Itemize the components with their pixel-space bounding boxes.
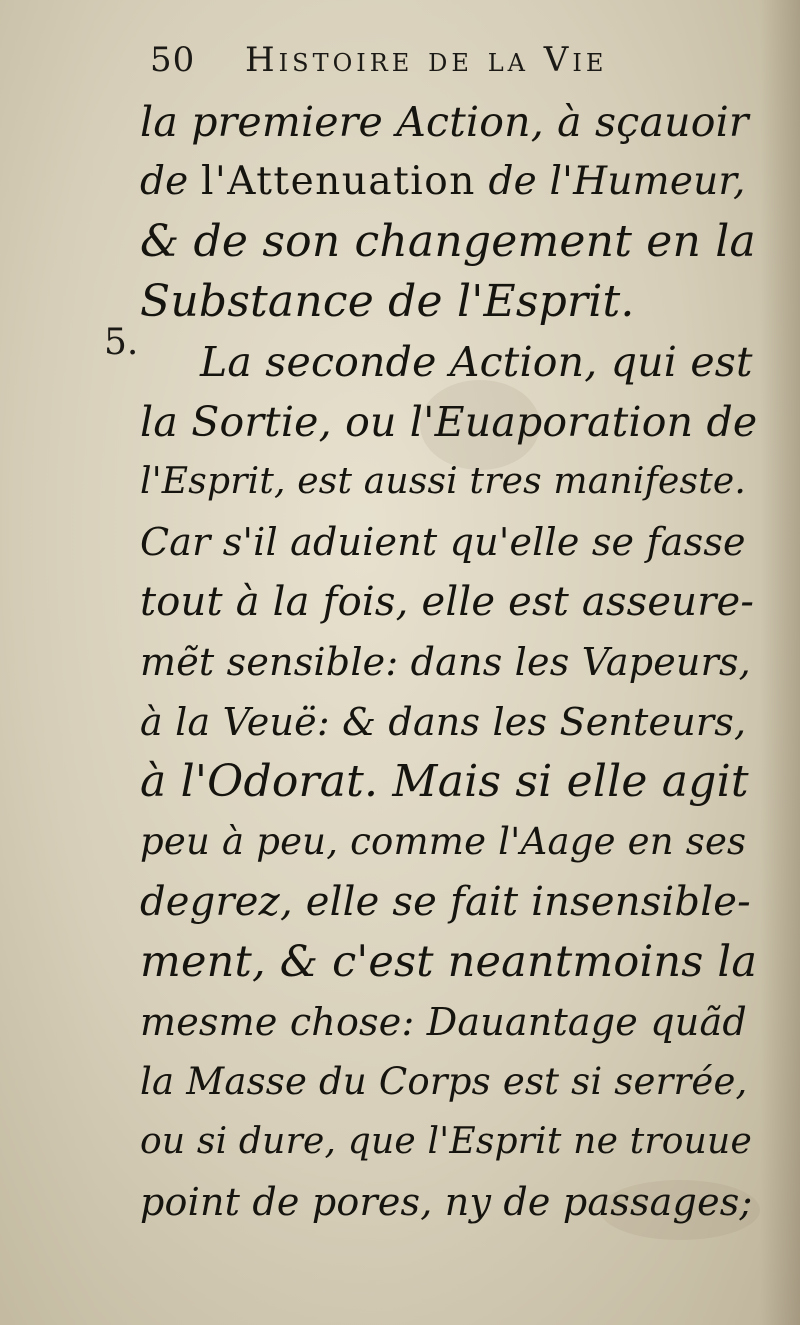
text-line: l'Esprit, est aussi tres manifeste. [140, 461, 747, 502]
page-number: 50 [150, 40, 196, 80]
text-line: ou si dure, que l'Esprit ne trouue [140, 1121, 752, 1162]
text-line: tout à la fois, elle est asseure- [140, 579, 755, 625]
text-line: la Masse du Corps est si serrée, [140, 1060, 748, 1103]
text-line: ment, & c'est neantmoins la [140, 937, 758, 987]
text-fragment-roman: l'Attenuation [201, 159, 476, 204]
text-line: à l'Odorat. Mais si elle agit [140, 756, 749, 807]
text-line: Substance de l'Esprit. [140, 276, 635, 327]
paragraph-start-line: La seconde Action, qui est [200, 338, 753, 386]
text-line: & de son changement en la [140, 216, 756, 267]
text-fragment: de [140, 159, 202, 204]
text-line: mesme chose: Dauantage quãd [140, 1000, 747, 1044]
text-line [140, 152, 760, 212]
text-line: mẽt sensible: dans les Vapeurs, [140, 640, 751, 684]
text-line: peu à peu, comme l'Aage en ses [140, 820, 747, 863]
text-line: la premiere Action, à sçauoir [140, 98, 749, 146]
running-head [150, 40, 710, 90]
margin-section-number: 5. [104, 322, 139, 363]
text-line: point de pores, ny de passages; [140, 1180, 753, 1224]
text-line: la Sortie, ou l'Euaporation de [140, 398, 758, 446]
running-title: Histoire de la Vie [245, 40, 608, 80]
text-line: Car s'il aduient qu'elle se fasse [140, 520, 746, 564]
body-text [140, 92, 760, 1232]
text-line: degrez, elle se fait insensible- [140, 879, 751, 925]
text-fragment: de l'Humeur, [475, 159, 746, 204]
text-line: à la Veuë: & dans les Senteurs, [140, 700, 747, 744]
